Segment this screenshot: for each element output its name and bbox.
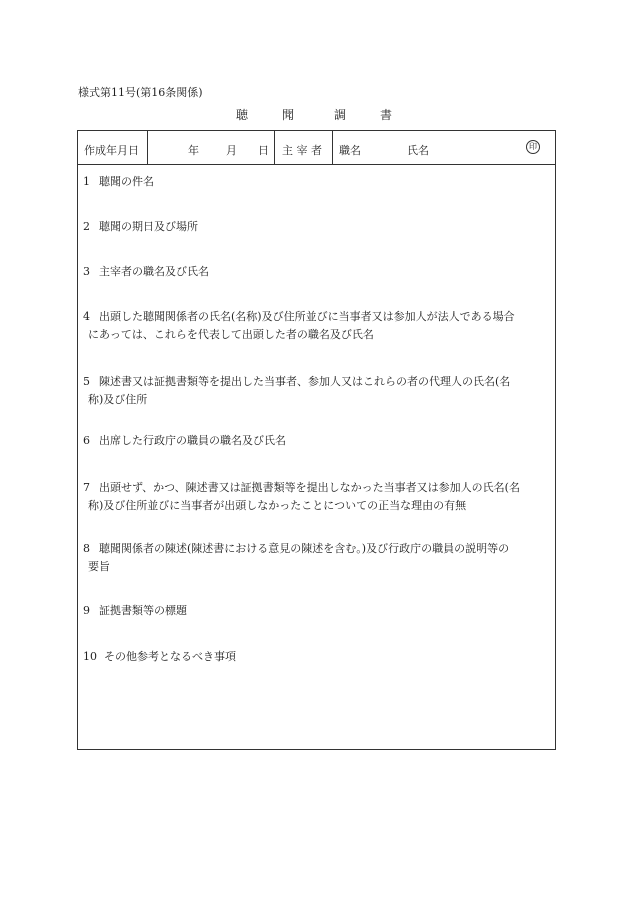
form-item bbox=[83, 432, 551, 450]
item-number: 6 bbox=[83, 434, 90, 447]
day-label: 日 bbox=[258, 144, 269, 157]
presider-value-cell[interactable] bbox=[333, 131, 555, 164]
item-text: 陳述書又は証拠書類等を提出した当事者、参加人又はこれらの者の代理人の氏名(名 bbox=[99, 375, 511, 388]
item-number: 2 bbox=[83, 220, 90, 233]
presider-label-cell bbox=[275, 131, 333, 164]
item-text: 出席した行政庁の職員の職名及び氏名 bbox=[99, 434, 286, 447]
date-label: 作成年月日 bbox=[84, 144, 139, 157]
form-item bbox=[83, 263, 551, 281]
item-text: 出頭せず、かつ、陳述書又は証拠書類等を提出しなかった当事者又は参加人の氏名(名 bbox=[99, 481, 520, 494]
form-item bbox=[83, 373, 551, 409]
item-number: 1 bbox=[83, 175, 90, 188]
item-number: 7 bbox=[83, 481, 90, 494]
item-text-continued: にあっては、これらを代表して出頭した者の職名及び氏名 bbox=[88, 328, 374, 341]
item-number: 9 bbox=[83, 604, 90, 617]
item-text-continued: 称)及び住所並びに当事者が出頭しなかったことについての正当な理由の有無 bbox=[88, 499, 467, 512]
name-label: 氏名 bbox=[407, 144, 429, 157]
item-number: 4 bbox=[83, 310, 90, 323]
form-item bbox=[83, 540, 551, 576]
item-text: その他参考となるべき事項 bbox=[104, 650, 236, 663]
form-item bbox=[83, 648, 551, 666]
item-text: 出頭した聴聞関係者の氏名(名称)及び住所並びに当事者又は参加人が法人である場合 bbox=[99, 310, 515, 323]
form-item bbox=[83, 173, 551, 191]
item-text: 聴聞関係者の陳述(陳述書における意見の陳述を含む。)及び行政庁の職員の説明等の bbox=[99, 542, 510, 555]
header-row bbox=[78, 131, 555, 165]
item-number: 5 bbox=[83, 375, 90, 388]
form-item bbox=[83, 218, 551, 236]
title-char: 聴 bbox=[236, 108, 249, 122]
year-label: 年 bbox=[188, 144, 199, 157]
title-char: 書 bbox=[380, 108, 393, 122]
title-char: 聞 bbox=[282, 108, 295, 122]
item-text: 聴聞の期日及び場所 bbox=[99, 220, 198, 233]
item-text: 聴聞の件名 bbox=[99, 175, 154, 188]
item-text-continued: 要旨 bbox=[88, 560, 110, 573]
item-number: 3 bbox=[83, 265, 90, 278]
presider-label: 主 宰 者 bbox=[282, 144, 322, 157]
item-text: 証拠書類等の標題 bbox=[99, 604, 187, 617]
item-text: 主宰者の職名及び氏名 bbox=[99, 265, 209, 278]
seal-icon: 印 bbox=[526, 140, 540, 154]
item-number: 8 bbox=[83, 542, 90, 555]
date-label-cell bbox=[78, 131, 148, 164]
item-text-continued: 称)及び住所 bbox=[88, 393, 148, 406]
title-char: 調 bbox=[334, 108, 347, 122]
form-item bbox=[83, 308, 551, 344]
form-number: 様式第11号(第16条関係) bbox=[78, 86, 203, 99]
hearing-record-form bbox=[77, 130, 556, 750]
month-label: 月 bbox=[226, 144, 237, 157]
form-item bbox=[83, 602, 551, 620]
item-number: 10 bbox=[83, 650, 97, 663]
form-item bbox=[83, 479, 551, 515]
date-value-cell[interactable] bbox=[148, 131, 275, 164]
position-label: 職名 bbox=[339, 144, 361, 157]
